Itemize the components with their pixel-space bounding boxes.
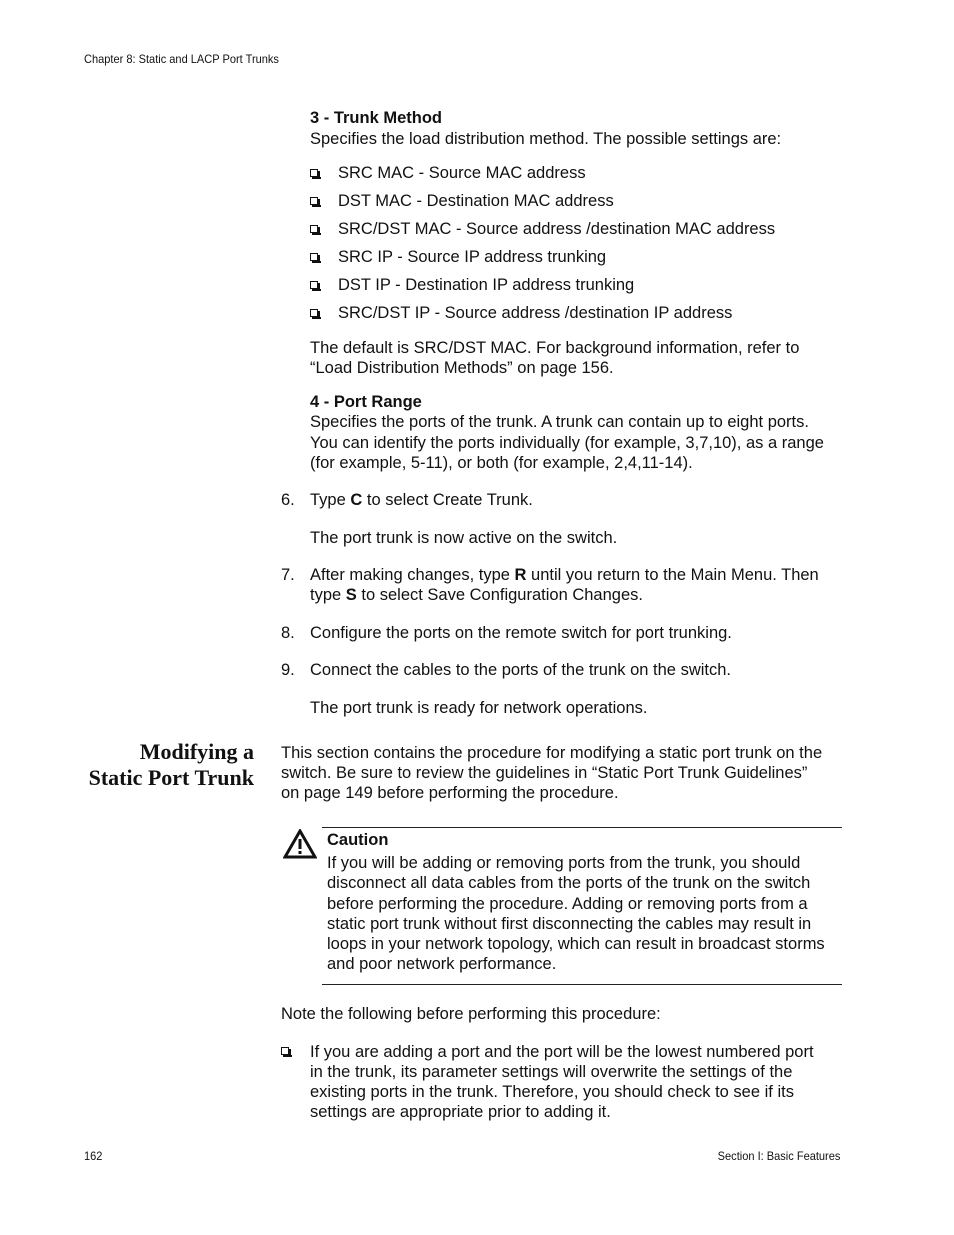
list-item: SRC/DST IP - Source address /destination IP address [338, 304, 733, 322]
list-item: SRC MAC - Source MAC address [338, 164, 586, 182]
checkbox-bullet-icon [310, 281, 318, 289]
running-footer-section: Section I: Basic Features [717, 1149, 840, 1163]
section-intro-line: on page 149 before performing the procedure. [281, 784, 619, 802]
caution-line: If you will be adding or removing ports from the trunk, you should [327, 854, 801, 872]
checkbox-bullet-icon [310, 197, 318, 205]
step-6-text: Type C to select Create Trunk. [310, 491, 533, 509]
checkbox-bullet-icon [281, 1047, 289, 1055]
list-item: SRC IP - Source IP address trunking [338, 248, 607, 266]
caution-bottom-rule [322, 984, 842, 985]
step-9-result: The port trunk is ready for network operations. [310, 699, 648, 717]
list-item: DST IP - Destination IP address trunking [338, 276, 635, 294]
trunk-method-intro: Specifies the load distribution method. The possible settings are: [310, 130, 782, 148]
checkbox-bullet-icon [310, 309, 318, 317]
checkbox-bullet-icon [310, 253, 318, 261]
key-c: C [350, 491, 363, 509]
section-intro-line: This section contains the procedure for modifying a static port trunk on the [281, 744, 823, 762]
note-bullet-line: settings are appropriate prior to adding it. [310, 1103, 611, 1121]
page-number: 162 [84, 1149, 103, 1163]
caution-line: and poor network performance. [327, 955, 557, 973]
caution-top-rule [322, 827, 842, 828]
caution-line: loops in your network topology, which can result in broadcast storms [327, 935, 825, 953]
key-r: R [514, 566, 527, 584]
step-7-line-1: After making changes, type R until you return to the Main Menu. Then [310, 566, 819, 584]
checkbox-bullet-icon [310, 169, 318, 177]
warning-triangle-icon [283, 829, 317, 859]
note-bullet-line: If you are adding a port and the port will be the lowest numbered port [310, 1043, 814, 1061]
section-heading-line-1: Modifying a [139, 739, 254, 764]
note-intro: Note the following before performing this procedure: [281, 1005, 661, 1023]
port-range-heading: 4 - Port Range [310, 393, 422, 411]
caution-line: disconnect all data cables from the ports of the trunk on the switch [327, 874, 811, 892]
step-6-result: The port trunk is now active on the switch. [310, 529, 618, 547]
port-range-line: Specifies the ports of the trunk. A trunk can contain up to eight ports. [310, 413, 809, 431]
step-9-text: Connect the cables to the ports of the trunk on the switch. [310, 661, 731, 679]
step-number: 9. [281, 661, 295, 679]
key-s: S [345, 586, 357, 604]
step-number: 7. [281, 566, 295, 584]
list-item: SRC/DST MAC - Source address /destination MAC address [338, 220, 776, 238]
trunk-method-heading: 3 - Trunk Method [310, 109, 442, 127]
step-number: 8. [281, 624, 295, 642]
note-bullet-line: in the trunk, its parameter settings will overwrite the settings of the [310, 1063, 793, 1081]
port-range-line: You can identify the ports individually (for example, 3,7,10), as a range [310, 434, 824, 452]
port-range-line: (for example, 5-11), or both (for example, 2,4,11-14). [310, 454, 693, 472]
step-number: 6. [281, 491, 295, 509]
default-text-line: “Load Distribution Methods” on page 156. [310, 359, 614, 377]
caution-title: Caution [327, 831, 389, 849]
note-bullet-line: existing ports in the trunk. Therefore, you should check to see if its [310, 1083, 794, 1101]
caution-line: static port trunk without first disconnecting the cables may result in [327, 915, 812, 933]
step-7-line-2: type S to select Save Configuration Changes. [310, 586, 643, 604]
checkbox-bullet-icon [310, 225, 318, 233]
section-heading-line-2: Static Port Trunk [88, 765, 254, 790]
step-8-text: Configure the ports on the remote switch for port trunking. [310, 624, 732, 642]
list-item: DST MAC - Destination MAC address [338, 192, 614, 210]
default-text-line: The default is SRC/DST MAC. For background information, refer to [310, 339, 800, 357]
section-intro-line: switch. Be sure to review the guidelines in “Static Port Trunk Guidelines” [281, 764, 808, 782]
running-header: Chapter 8: Static and LACP Port Trunks [84, 52, 279, 66]
caution-line: before performing the procedure. Adding or removing ports from a [327, 895, 808, 913]
